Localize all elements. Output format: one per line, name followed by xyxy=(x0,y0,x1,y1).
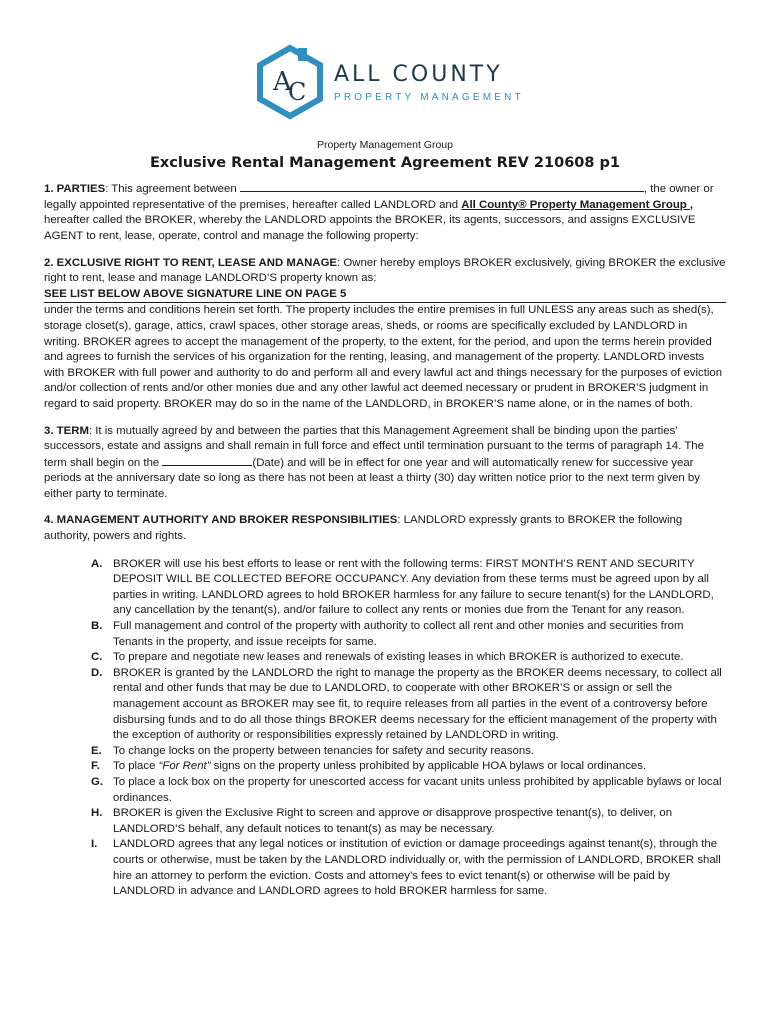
property-field[interactable]: SEE LIST BELOW ABOVE SIGNATURE LINE ON PAGE 5 xyxy=(44,287,726,304)
section-heading: 4. MANAGEMENT AUTHORITY AND BROKER RESPONSIBILITIES xyxy=(44,514,398,527)
item-text: LANDLORD agrees that any legal notices or institution of eviction or damage proceedings against tenant(s), through the courts or otherwise, must be taken by the LANDLORD individually or, with the permission of LANDLORD, BROKER shall hire an attorney to perform the eviction. Costs and attorney’s fees to evict tenant(s) or otherwise will be paid by LANDLORD in advance and LANDLORD agrees to hold BROKER harmless for same. xyxy=(113,838,721,898)
agreement-document xyxy=(44,138,726,900)
section-term xyxy=(44,424,726,503)
authority-list xyxy=(44,557,726,900)
logo-monogram-a: A xyxy=(273,67,292,97)
list-item xyxy=(44,806,726,837)
item-letter: A. xyxy=(91,557,103,570)
document-title: Exclusive Rental Management Agreement REV 210608 p1 xyxy=(150,154,620,171)
item-text-italic: “For Rent” xyxy=(158,760,211,773)
section-text: : This agreement between xyxy=(105,183,240,196)
section-text: , the owner or legally appointed representative of the premises, hereafter called LANDLORD and xyxy=(44,183,714,211)
section-text: (Date) and will be in effect for one year and will automatically renew for successive year periods at the anniversary date so long as there has not been at least a thirty (30) day written notice prior to the next term given by either party to terminate. xyxy=(44,456,700,500)
item-text: To prepare and negotiate new leases and renewals of existing leases in which BROKER is authorized to execute. xyxy=(113,651,684,664)
item-text: signs on the property unless prohibited by applicable HOA bylaws or local ordinances. xyxy=(210,760,647,773)
section-heading: 3. TERM xyxy=(44,424,89,437)
item-letter: H. xyxy=(91,807,103,820)
section-management-authority xyxy=(44,513,726,544)
section-text: hereafter called the BROKER, whereby the LANDLORD appoints the BROKER, its agents, successors, and assigns EXCLUSIVE AGENT to rent, lease, operate, control and manage the following property: xyxy=(44,214,696,242)
item-text: To change locks on the property between tenancies for safety and security reasons. xyxy=(113,744,535,757)
item-text: BROKER is given the Exclusive Right to screen and approve or disapprove prospective tenant(s), to deliver, on LANDLORD’S behalf, any default notices to tenant(s) as may be necessary. xyxy=(113,807,673,835)
start-date-field[interactable] xyxy=(162,455,252,466)
list-item xyxy=(44,650,726,666)
list-item xyxy=(44,744,726,760)
logo-tagline: PROPERTY MANAGEMENT xyxy=(334,92,524,103)
logo-monogram-c: C xyxy=(288,78,307,106)
section-text: : Owner hereby employs BROKER exclusively, giving BROKER the exclusive right to rent, lease and manage LANDLORD’S property known as: xyxy=(44,256,726,285)
section-text: : LANDLORD expressly grants to BROKER the following authority, powers and rights. xyxy=(44,514,683,543)
item-text: BROKER will use his best efforts to lease or rent with the following terms: FIRST MONTH’S RENT AND SECURITY DEPOSIT WILL BE COLLECTED BEFORE OCCUPANCY. Any deviation from these terms must be agreed upon by all parties in writing. LANDLORD agrees to hold BROKER harmless for any failure to secure tenant(s) for the LANDLORD, any cancellation by the tenant(s), and/or failure to collect any rents or monies due from the Tenant for any reason. xyxy=(113,557,714,617)
item-letter: B. xyxy=(91,620,103,633)
house-hexagon-icon xyxy=(252,44,328,120)
item-letter: I. xyxy=(91,838,98,851)
item-letter: C. xyxy=(91,651,103,664)
list-item xyxy=(44,775,726,806)
landlord-name-field[interactable] xyxy=(240,181,644,192)
company-logo xyxy=(252,44,532,124)
logo-brand-name: ALL COUNTY xyxy=(334,62,503,87)
section-exclusive-right-body: under the terms and conditions herein set forth. The property includes the entire premises in full UNLESS any areas such as shed(s), storage closet(s), garage, attics, crawl spaces, other storage areas, sheds, or rooms are specifically excluded by LANDLORD in writing. BROKER agrees to accept the management of the property, to the extent, for the period, and upon the terms herein provided and agrees to furnish the services of his organization for the renting, leasing, and management of the property. LANDLORD invests with BROKER with full power and authority to do and perform all and every lawful act and things necessary for the purposes of eviction and/or collection of rents and/or other monies due and any other lawful act deemed necessary or prudent in BROKER’S judgment in regard to said property. BROKER may do so in the name of the LANDLORD, in BROKER’S name alone, or in the names of both. xyxy=(44,304,723,410)
list-item xyxy=(44,759,726,775)
item-text: Full management and control of the property with authority to collect all rent and other monies and securities from Tenants in the property, and issue receipts for same. xyxy=(113,620,684,648)
item-text: To place xyxy=(113,760,159,773)
document-subtitle: Property Management Group xyxy=(317,139,453,151)
item-text: BROKER is granted by the LANDLORD the right to manage the property as the BROKER deems necessary, to collect all rental and other funds that may be due to LANDLORD, to cooperate with other BROKER’S or assign or sell the management account as BROKER may see fit, to require releases from all parties in the event of a controversy before disbursing funds and to do all those things BROKER deems necessary for the efficient management of the property with the exception of authority or responsibilities expressly retained by LANDLORD in writing. xyxy=(113,666,722,742)
list-item xyxy=(44,666,726,744)
section-exclusive-right xyxy=(44,256,726,287)
item-letter: F. xyxy=(91,760,100,773)
list-item xyxy=(44,837,726,899)
section-heading: 1. PARTIES xyxy=(44,183,106,196)
section-text: : It is mutually agreed by and between the parties that this Management Agreement shall be binding upon the parties’ successors, estate and assigns and shall remain in full force and effect until termination pursuant to the terms of paragraph 14. The term shall begin on the xyxy=(44,424,704,469)
item-letter: E. xyxy=(91,744,102,757)
item-letter: D. xyxy=(91,666,103,679)
section-heading: 2. EXCLUSIVE RIGHT TO RENT, LEASE AND MANAGE xyxy=(44,256,338,269)
item-text: To place a lock box on the property for unescorted access for vacant units unless prohibited by applicable bylaws or local ordinances. xyxy=(113,775,722,804)
section-parties xyxy=(44,181,726,244)
list-item xyxy=(44,557,726,619)
list-item xyxy=(44,619,726,650)
item-letter: G. xyxy=(91,775,104,788)
company-name: All County® Property Management Group , xyxy=(461,198,694,211)
